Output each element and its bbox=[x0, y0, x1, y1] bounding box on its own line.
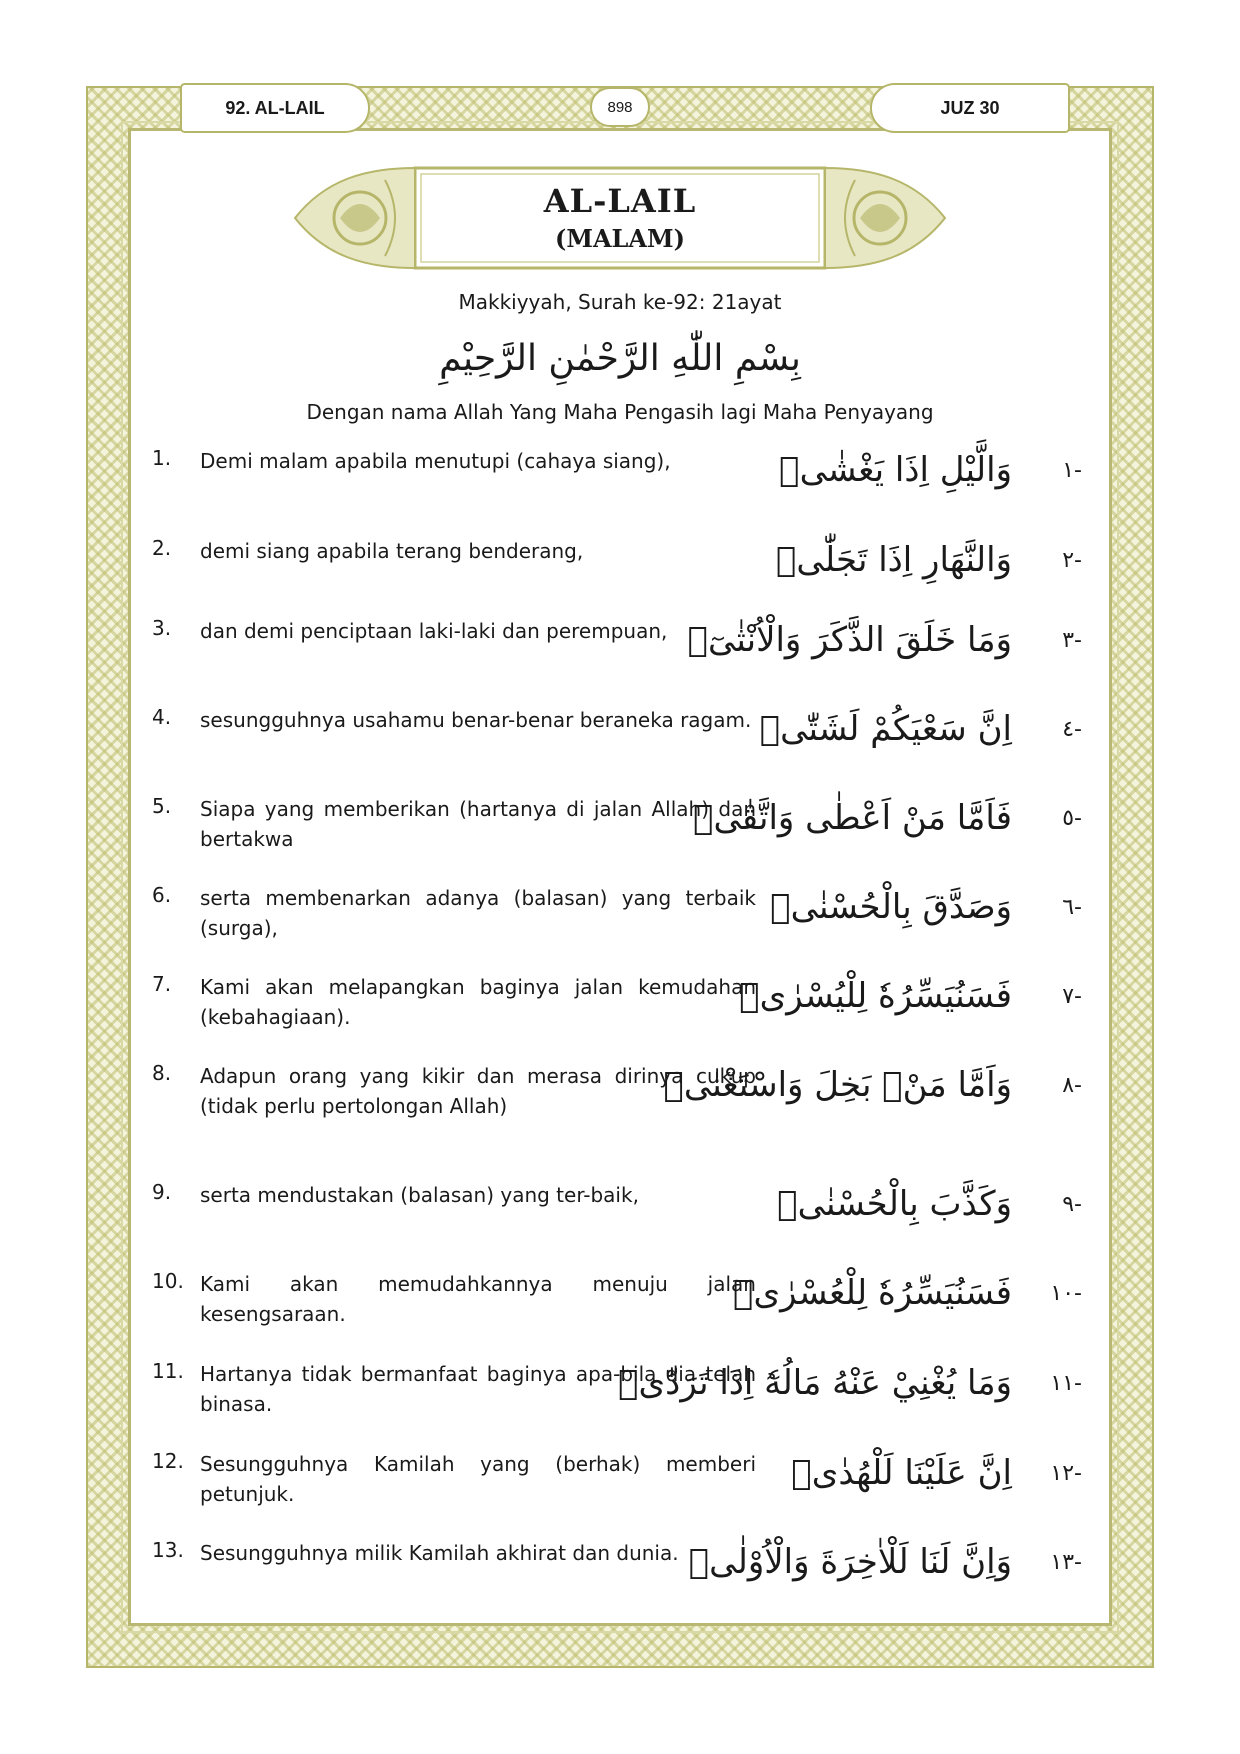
verse-arabic-number: -٧ bbox=[1062, 984, 1082, 1009]
verse-number: 2. bbox=[152, 536, 172, 560]
verse-translation: Sesungguhnya Kamilah yang (berhak) memberi petunjuk. bbox=[200, 1452, 756, 1506]
verse-number: 4. bbox=[152, 705, 172, 729]
page-number: 898 bbox=[590, 87, 650, 127]
verse-arabic: وَمَا خَلَقَ الذَّكَرَ وَالْاُنْثٰىٓۙ bbox=[687, 620, 1012, 660]
verse-arabic: اِنَّ عَلَيْنَا لَلْهُدٰىۖ bbox=[791, 1453, 1012, 1493]
verse-arabic-number: -٣ bbox=[1062, 628, 1082, 653]
verse-translation: Kami akan melapangkan baginya jalan kemudahan (kebahagiaan). bbox=[200, 975, 756, 1029]
verse-arabic-number: -٤ bbox=[1062, 717, 1082, 742]
verse-translation: Adapun orang yang kikir dan merasa dirinya cukup (tidak perlu pertolongan Allah) bbox=[200, 1064, 756, 1118]
verse-arabic: فَاَمَّا مَنْ اَعْطٰى وَاتَّقٰىۙ bbox=[693, 798, 1012, 838]
verse-number: 7. bbox=[152, 972, 172, 996]
surah-title-translation: (MALAM) bbox=[555, 224, 685, 253]
verse-number: 12. bbox=[152, 1449, 184, 1473]
verse-row bbox=[152, 883, 1082, 972]
verse-translation: Hartanya tidak bermanfaat baginya apa-bila dia telah binasa. bbox=[200, 1362, 756, 1416]
verse-row bbox=[152, 1538, 1082, 1618]
verse-arabic-number: -٢ bbox=[1062, 548, 1082, 573]
verse-translation: Kami akan memudahkannya menuju jalan kesengsaraan. bbox=[200, 1272, 756, 1326]
verse-arabic: وَالنَّهَارِ اِذَا تَجَلّٰىۙ bbox=[776, 540, 1012, 580]
verse-arabic: وَكَذَّبَ بِالْحُسْنٰىۙ bbox=[777, 1184, 1012, 1224]
verse-arabic-number: -١٠ bbox=[1050, 1281, 1082, 1306]
verse-arabic: فَسَنُيَسِّرُهٗ لِلْيُسْرٰىۗ bbox=[739, 976, 1012, 1016]
verse-arabic-number: -٦ bbox=[1062, 895, 1082, 920]
verse-translation: Sesungguhnya milik Kamilah akhirat dan dunia. bbox=[200, 1541, 679, 1565]
surah-name-tab: 92. AL-LAIL bbox=[180, 83, 370, 133]
verse-row bbox=[152, 972, 1082, 1061]
verse-translation: dan demi penciptaan laki-laki dan perempuan, bbox=[200, 619, 668, 643]
verse-number: 9. bbox=[152, 1180, 172, 1204]
verse-translation: Siapa yang memberikan (hartanya di jalan Allah) dan bertakwa bbox=[200, 797, 756, 851]
verse-arabic: وَصَدَّقَ بِالْحُسْنٰىۙ bbox=[770, 887, 1012, 927]
surah-title-cartouche bbox=[285, 160, 955, 278]
verse-arabic: اِنَّ سَعْيَكُمْ لَشَتّٰىۗ bbox=[759, 709, 1012, 749]
verse-row bbox=[152, 616, 1082, 705]
verse-arabic-number: -٨ bbox=[1062, 1073, 1082, 1098]
verse-arabic-number: -١٢ bbox=[1050, 1461, 1082, 1486]
verse-row bbox=[152, 1269, 1082, 1359]
verse-arabic-number: -٥ bbox=[1062, 806, 1082, 831]
verse-translation: serta membenarkan adanya (balasan) yang terbaik (surga), bbox=[200, 886, 756, 940]
verse-number: 13. bbox=[152, 1538, 184, 1562]
verse-row bbox=[152, 446, 1082, 536]
verse-number: 1. bbox=[152, 446, 172, 470]
verse-row bbox=[152, 1449, 1082, 1538]
verse-row bbox=[152, 705, 1082, 794]
verse-arabic: وَمَا يُغْنِيْ عَنْهُ مَالُهٗٓ اِذَا تَرَدّٰىۙ bbox=[618, 1363, 1012, 1403]
verse-list bbox=[152, 446, 1082, 1618]
verse-arabic-number: -١٣ bbox=[1050, 1550, 1082, 1575]
verse-translation: serta mendustakan (balasan) yang ter-baik, bbox=[200, 1183, 639, 1207]
basmala-arabic: بِسْمِ اللّٰهِ الرَّحْمٰنِ الرَّحِيْمِ bbox=[439, 338, 801, 379]
verse-arabic: وَالَّيْلِ اِذَا يَغْشٰىۙ bbox=[779, 450, 1012, 490]
verse-arabic: وَاَمَّا مَنْۢ بَخِلَ وَاسْتَغْنٰىۙ bbox=[663, 1065, 1012, 1105]
verse-arabic-number: -١ bbox=[1062, 458, 1082, 483]
juz-tab: JUZ 30 bbox=[870, 83, 1070, 133]
verse-number: 3. bbox=[152, 616, 172, 640]
surah-info: Makkiyyah, Surah ke-92: 21ayat bbox=[458, 290, 782, 314]
verse-number: 6. bbox=[152, 883, 172, 907]
verse-row bbox=[152, 536, 1082, 616]
verse-row bbox=[152, 1180, 1082, 1269]
surah-title: AL-LAIL bbox=[543, 182, 697, 220]
verse-number: 8. bbox=[152, 1061, 172, 1085]
verse-arabic: فَسَنُيَسِّرُهٗ لِلْعُسْرٰىۗ bbox=[733, 1273, 1012, 1313]
verse-number: 5. bbox=[152, 794, 172, 818]
verse-arabic-number: -٩ bbox=[1062, 1192, 1082, 1217]
basmala-translation: Dengan nama Allah Yang Maha Pengasih lagi Maha Penyayang bbox=[306, 400, 934, 424]
verse-row bbox=[152, 794, 1082, 883]
verse-row bbox=[152, 1359, 1082, 1449]
verse-arabic: وَاِنَّ لَنَا لَلْاٰخِرَةَ وَالْاُوْلٰىۗ bbox=[688, 1542, 1012, 1582]
verse-translation: Demi malam apabila menutupi (cahaya siang), bbox=[200, 449, 671, 473]
verse-translation: sesungguhnya usahamu benar-benar beraneka ragam. bbox=[200, 708, 752, 732]
verse-translation: demi siang apabila terang benderang, bbox=[200, 539, 584, 563]
verse-number: 10. bbox=[152, 1269, 184, 1293]
verse-row bbox=[152, 1061, 1082, 1180]
verse-number: 11. bbox=[152, 1359, 184, 1383]
verse-arabic-number: -١١ bbox=[1050, 1371, 1082, 1396]
